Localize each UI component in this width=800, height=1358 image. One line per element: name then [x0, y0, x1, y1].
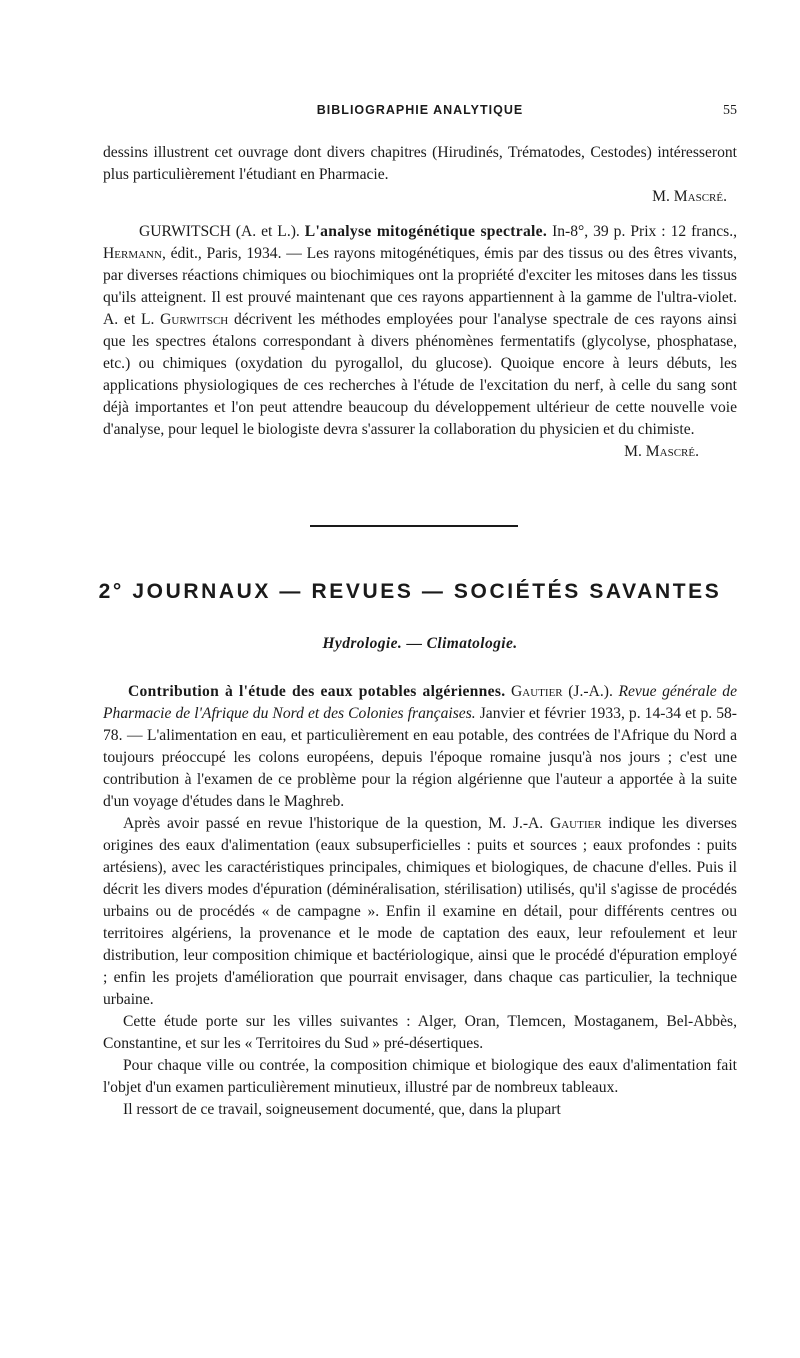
article-paragraph-4: Pour chaque ville ou contrée, la composition chimique et biologique des eaux d'alimentation fait l'objet d'un examen particulièrement minutieux, illustré par de nombreux tableaux. [103, 1057, 737, 1096]
gurwitsch-body-1: — Les rayons mitogénétiques, émis par des tissus ou des êtres vivants, par diverses réactions chimiques ou biochimiques ont la propriété d'exciter les mitoses dans les tissus qu'ils atteignent. Il est prouvé maintenant que ces rayons appartiennent à la gamme de l'ultra-violet. A. et L. [103, 245, 737, 328]
article-paragraph-1 [103, 681, 737, 813]
page-header [103, 103, 737, 127]
article-paragraph-3: Cette étude porte sur les villes suivantes : Alger, Oran, Tlemcen, Mostaganem, Bel-Abbès, Constantine, et sur les « Territoires du Sud » pré-désertiques. [103, 1013, 737, 1052]
section-divider [310, 525, 518, 527]
section-subheading: Hydrologie. — Climatologie. [322, 635, 518, 652]
article-author-initials: (J.-A.). [568, 683, 613, 700]
article-author: Gautier [511, 683, 563, 700]
article-paragraph-2-start: Après avoir passé en revue l'historique de la question, M. J.-A. [123, 815, 544, 832]
article-paragraph-5: Il ressort de ce travail, soigneusement documenté, que, dans la plupart [123, 1101, 561, 1118]
previous-review-signature: M. Mascré. [652, 188, 727, 205]
running-title: BIBLIOGRAPHIE ANALYTIQUE [316, 103, 524, 117]
article-paragraph-2-author: Gautier [549, 815, 602, 832]
gurwitsch-publication-info: , édit., Paris, 1934. [161, 245, 282, 262]
gurwitsch-review-paragraph [103, 221, 738, 460]
gurwitsch-author-ref: Gurwitsch [160, 311, 229, 328]
first-text-block [103, 142, 737, 463]
gurwitsch-review [103, 221, 738, 460]
gurwitsch-author: GURWITSCH (A. et L.). [139, 223, 300, 240]
previous-review-text: dessins illustrent cet ouvrage dont divers chapitres (Hirudinés, Trématodes, Cestodes) intéresseront plus particulièrement l'étudiant en Pharmacie. [103, 144, 737, 183]
article-paragraph-2-body: indique les diverses origines des eaux d'alimentation (eaux subsuperficielles : puits et sources ; eaux profondes : puits artésiens), avec les caractéristiques principales, chimiques et biologiques, de chacune d'elles. Puis il décrit les divers modes d'épuration (déminéralisation, stérilisation) utilisés, qu'il s'agisse de procédés urbains ou de procédés « de campagne ». Enfin il examine en détail, pour différents centres ou territoires algériens, la provenance et le mode de captation des eaux, leur refoulement et leur distribution, leur composition chimique et bactériologique, ainsi que le procédé d'épuration employé ; enfin les projets d'amélioration que pourrait envisager, dans chaque cas particulier, la technique urbaine. [103, 815, 737, 1008]
algerian-water-article [103, 681, 737, 1121]
previous-review-tail [103, 142, 737, 208]
article-journal: Revue générale de Pharmacie de l'Afrique du Nord et des Colonies françaises. [103, 683, 738, 722]
article-intro: Janvier et février 1933, p. 14-34 et p. 58-78. — L'alimentation en eau, et particulièrement en eau potable, des contrées de l'Afrique du Nord a toujours préoccupé les colons européens, depuis l'époque romaine jusqu'à nos jours ; c'est une contribution à l'examen de ce problème pour la région algérienne que l'auteur a apportée à la suite d'un voyage d'études dans le Maghreb. [103, 705, 737, 810]
gurwitsch-details: In-8°, 39 p. Prix : 12 francs., [552, 223, 738, 240]
gurwitsch-signature: M. Mascré. [624, 443, 699, 460]
gurwitsch-publisher: Hermann [103, 245, 162, 262]
gurwitsch-body-2: décrivent les méthodes employées pour l'analyse spectrale de ces rayons ainsi que les spectres étalons correspondant à divers phénomènes fermentatifs (glycolyse, phosphatase, etc.) ou chimiques (oxydation du pyrogallol, du glucose). Quoique encore à leurs débuts, les applications physiologiques de ces recherches à l'étude de l'excitation du nerf, à celle du sang sont déjà importantes et l'on peut attendre beaucoup du développement ultérieur de cette nouvelle voie d'analyse, pour lequel le biologiste devra s'assurer la collaboration du physicien et du chimiste. [103, 311, 737, 438]
section-title: 2° JOURNAUX — REVUES — SOCIÉTÉS SAVANTES [98, 580, 722, 603]
page-number: 55 [723, 103, 737, 118]
article-title: Contribution à l'étude des eaux potables algériennes. [128, 683, 506, 700]
article-paragraph-2 [103, 813, 737, 1011]
gurwitsch-title: L'analyse mitogénétique spectrale. [304, 223, 548, 240]
